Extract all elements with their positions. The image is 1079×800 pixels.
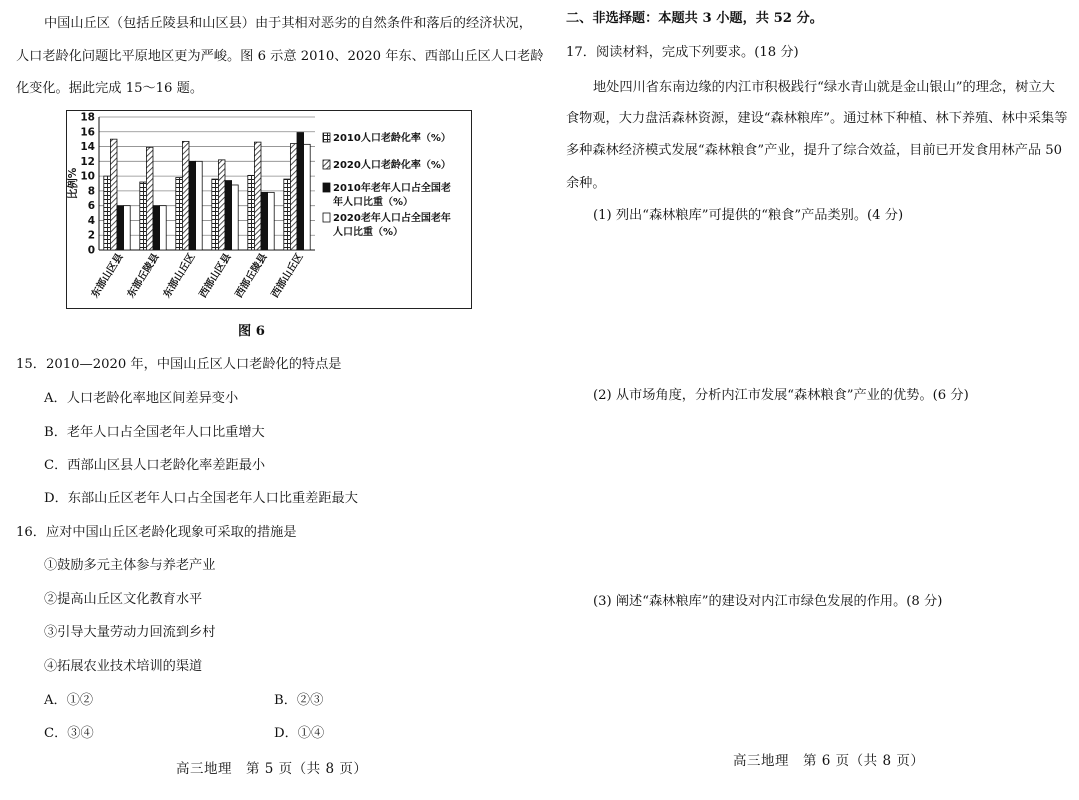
bar-4 [124,206,131,250]
q15-stem: 15．2010—2020 年，中国山丘区人口老龄化的特点是 [16,357,342,372]
legend-label: 年人口比重（%） [333,197,414,208]
page-footer-5: 高三地理 第 5 页（共 8 页） [176,761,368,777]
q16-item-2: ②提高山丘区文化教育水平 [44,592,203,607]
q15-option-a: A．人口老龄化率地区间差异变小 [44,391,239,406]
q16-option-a: A．①② [44,693,94,708]
bar-3 [225,181,232,250]
q17-sub-3: (3) 阐述“森林粮库”的建设对内江市绿色发展的作用。(8 分) [593,594,943,609]
section-title: 二、非选择题：本题共 3 小题，共 52 分。 [566,11,823,26]
q16-item-3: ③引导大量劳动力回流到乡村 [44,625,216,640]
bar-3 [153,206,160,250]
legend-swatch [323,133,330,142]
page-footer-6: 高三地理 第 6 页（共 8 页） [733,753,925,769]
legend-label: 2020老年人口占全国老年 [333,213,451,224]
legend-label: 人口比重（%） [333,227,404,238]
legend-label: 2010年老年人口占全国老 [333,183,451,194]
q16-item-4: ④拓展农业技术培训的渠道 [44,659,203,674]
y-tick-label: 8 [87,185,95,198]
q16-option-c: C．③④ [44,726,94,741]
y-tick-label: 4 [87,214,95,227]
legend-label: 2010人口老龄化率（%） [333,133,451,144]
y-axis-label: 比例% [67,167,79,200]
bar-4 [160,206,167,250]
material-line-1: 地处四川省东南边缘的内江市积极践行“绿水青山就是金山银山”的理念，树立大 [593,80,1055,95]
category-label: 东部丘陵县 [125,251,162,300]
q15-option-c: C．西部山区县人口老龄化率差距最小 [44,458,266,473]
y-tick-label: 2 [87,229,95,242]
bar-1 [176,178,183,250]
bar-4 [304,144,311,250]
q16-item-1: ①鼓励多元主体参与养老产业 [44,558,216,573]
material-line-3: 多种森林经济模式发展“森林粮食”产业，提升了综合效益，目前已开发食用林产品 50 [566,143,1063,158]
q16-stem: 16．应对中国山丘区老龄化现象可采取的措施是 [16,525,297,540]
bar-1 [284,179,291,250]
material-line-4: 余种。 [566,176,606,191]
material-line-2: 食物观，大力盘活森林资源，建设“森林粮库”。通过林下种植、林下养殖、林中采集等 [566,111,1068,126]
intro-line-3: 化变化。据此完成 15～16 题。 [16,81,204,96]
category-label: 西部山丘区 [269,251,306,300]
bar-2 [182,141,189,250]
bar-3 [117,206,124,250]
y-tick-label: 12 [80,155,95,168]
right-page [540,0,1079,800]
intro-line-2: 人口老龄化问题比平原地区更为严峻。图 6 示意 2010、2020 年东、西部山丘区人口老龄 [16,49,544,64]
category-label: 西部山区县 [197,251,234,300]
bar-3 [189,161,196,250]
y-tick-label: 6 [87,200,95,213]
bar-1 [104,176,111,250]
bar-3 [261,192,268,250]
q15-option-d: D．东部山丘区老年人口占全国老年人口比重差距最大 [44,491,358,506]
bar-4 [268,192,275,250]
bar-2 [110,139,117,250]
q17-sub-2: (2) 从市场角度，分析内江市发展“森林粮食”产业的优势。(6 分) [593,388,969,403]
bar-1 [248,175,255,250]
y-tick-label: 14 [80,141,95,154]
y-tick-label: 18 [80,111,95,124]
intro-line-1: 中国山丘区（包括丘陵县和山区县）由于其相对恶劣的自然条件和落后的经济状况， [44,16,532,31]
q16-option-d: D．①④ [274,726,325,741]
bar-2 [290,144,297,250]
bar-1 [212,179,219,250]
figure-caption: 图 6 [238,324,265,339]
q15-option-b: B．老年人口占全国老年人口比重增大 [44,425,265,440]
y-tick-label: 10 [80,170,95,183]
q16-option-b: B．②③ [274,693,324,708]
bar-chart [67,111,471,308]
bar-2 [254,142,261,250]
y-tick-label: 0 [87,244,95,257]
legend-swatch [323,183,330,192]
figure-6-chart [66,110,472,309]
category-label: 东部山区县 [89,251,126,300]
legend-label: 2020人口老龄化率（%） [333,160,451,171]
y-tick-label: 16 [80,126,95,139]
q17-stem: 17．阅读材料，完成下列要求。(18 分) [566,45,799,60]
category-label: 东部山丘区 [161,251,198,300]
legend-swatch [323,213,330,222]
bar-2 [218,160,225,250]
bar-4 [196,161,203,250]
bar-2 [146,147,153,250]
legend-swatch [323,160,330,169]
bar-4 [232,185,239,250]
bar-3 [297,133,304,250]
bar-1 [140,182,147,250]
q17-sub-1: (1) 列出“森林粮库”可提供的“粮食”产品类别。(4 分) [593,208,904,223]
category-label: 西部丘陵县 [233,251,270,300]
